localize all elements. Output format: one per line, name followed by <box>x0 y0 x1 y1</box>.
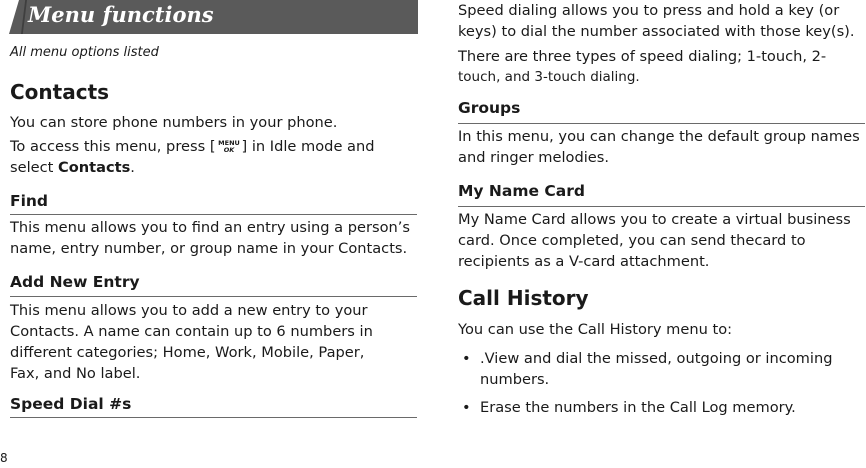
menu-key-label: MENU <box>217 139 240 147</box>
contacts-heading: Contacts <box>10 80 110 104</box>
find-heading: Find <box>10 192 49 210</box>
bullet-marker: • <box>462 350 471 367</box>
list-item <box>462 348 862 390</box>
banner-corner-decoration <box>9 0 19 34</box>
list-item-text: Erase the numbers in the Call Log memory. <box>480 399 796 416</box>
list-item-text: .View and dial the missed, outgoing or incoming numbers. <box>480 350 833 388</box>
my-name-card-divider <box>458 206 865 207</box>
add-new-entry-text: This menu allows you to add a new entry to your Contacts. A name can contain up to 6 numbers in different categories; Home, Work, Mobile, Paper, Fax, and No label. <box>10 302 373 382</box>
menu-ok-key-icon <box>218 138 240 154</box>
page-number: 8 <box>0 451 8 465</box>
contacts-intro: You can store phone numbers in your phone. <box>10 114 338 131</box>
contacts-access-line1: To access this menu, press [ MENU OK ] in Idle mode and <box>10 138 375 155</box>
section-banner <box>9 0 418 34</box>
ok-key-label: OK <box>223 146 234 154</box>
add-new-entry-divider <box>10 296 417 297</box>
find-text: This menu allows you to find an entry using a person’s name, entry number, or group name in your Contacts. <box>10 219 411 257</box>
speed-dial-divider <box>10 417 417 418</box>
find-divider <box>10 214 417 215</box>
my-name-card-heading: My Name Card <box>458 182 585 200</box>
groups-heading: Groups <box>458 99 521 117</box>
contacts-access-line2: select Contacts. <box>10 159 135 176</box>
call-history-heading: Call History <box>458 286 589 310</box>
page-title: Menu functions <box>28 2 214 27</box>
add-new-entry-heading: Add New Entry <box>10 273 140 291</box>
speed-dial-description: Speed dialing allows you to press and hold a key (or keys) to dial the number associated with those key(s). <box>458 2 855 40</box>
groups-divider <box>458 123 865 124</box>
page-subtitle: All menu options listed <box>10 45 159 60</box>
bullet-marker: • <box>462 399 471 416</box>
banner-stripe-decoration <box>21 0 27 34</box>
contacts-access-instruction <box>10 136 415 178</box>
speed-dial-types: There are three types of speed dialing; 1-touch, 2- touch, and 3-touch dialing. <box>458 48 827 85</box>
contacts-bold-label: Contacts <box>58 159 131 176</box>
speed-dial-heading: Speed Dial #s <box>10 395 132 413</box>
list-item <box>462 397 862 418</box>
my-name-card-text: My Name Card allows you to create a virtual business card. Once completed, you can send thecard to recipients as a V-card attachment. <box>458 211 851 270</box>
groups-text: In this menu, you can change the default group names and ringer melodies. <box>458 128 860 166</box>
call-history-intro: You can use the Call History menu to: <box>458 321 733 338</box>
